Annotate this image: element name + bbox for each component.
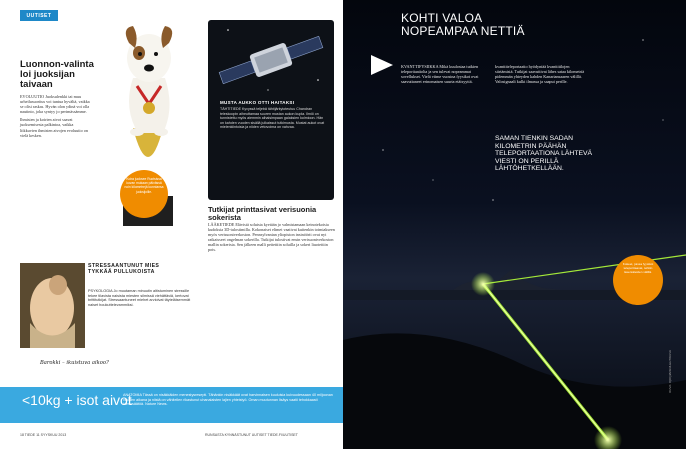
winner-text: EVOLUUTIO Juoksulenkki tai muu urheilusuoritus voi tuntua hyvältä, vaikka se olisi raskas. Hyvän olon ydinä voi olla nautinto, joka syntyy jo perimässämme. — [20, 94, 90, 115]
anatomy-text: ANATOMIA Tässä on nisäkkäiden menestysresepti. Tähänkin nisäkkäät ovat harvinnaisen kuuluisia kuivuudessaan 40 miljoonan vuoden aikana ja niistä on vähitellen rikastunut uhanalaisten lajien yhteistyö. Oman muutunnan lisäys vaatii tehokkaasti hienosäätöä. Nature News. — [123, 393, 333, 406]
winner-heading: Luonnon-valinta loi juoksijan taivaan — [20, 59, 94, 90]
stress-heading: STRESSAANTUNUT MIES TYKKÄÄ PULLUKOISTA — [88, 263, 160, 275]
pull-quote: SAMAN TIENKIN SADAN KILOMETRIN PÄÄHÄN TELEPORTAATIONA LÄHTEVÄ VIESTI ON PERILLÄ LÄHTÖHETKELLÄÄN. — [495, 135, 593, 173]
big-number-headline: <10kg + isot aivot — [22, 392, 132, 408]
print-heading: Tutkijat printtasivat verisuonia sokerista — [208, 205, 317, 222]
dog-caption-bubble: Koira juoksee Ruotsissa kuvan mukaan päivässä noin kilometrejä kunniansa juoksijoille. — [120, 170, 168, 218]
print-text: LÄÄKETIEDE Elävistä soluista kyetään jo valmistamaan keinotekoisia kudoksia 3D-tulostimilla. Kokonaiset elimet vaativat kuitenkin toimiakseen myös verisuoniverkoston. Pennsylvanian yliopiston insinöörit ovat nyt ratkaisseet ongelman sokerilla. Tutkijat tulostivat ensin verisuoniverkoston mallin sokerista. Sen jälkeen malli peitettiin soluilla ja sokeri liuotettiin pois. — [208, 222, 335, 253]
article-column-2 — [495, 64, 585, 84]
stress-text: PSYKOLOGIA Jo muutaman minuutin altistuminen stressille tekee tilavista naisista miesten silmissä viehättäviä, kertovat brittitutkijat. Stressaantuneet miehet arvioivat täyteläisemmät naiset houkuttelevammiksi. — [88, 289, 191, 307]
tip-bubble: Kokeet, joissa fyysikot teleporttaavat, tehtiin lasersäteiden välillä. — [613, 255, 663, 305]
winner-article — [20, 94, 90, 138]
right-page — [343, 0, 686, 449]
play-arrow-icon — [371, 55, 393, 75]
handwritten-note: Barokki – ikuistuva aikoo? — [40, 360, 109, 366]
article-col2-text: kvanttiteleportaatio hyödyntää kvanttitilojen siirtämistä. Tutkijat saavuttivat lähes sataa kilometriä pidemmän yhteyden kahden Kanariansaaren välillä. Valosignaali kulki ilmassa ja saapui perille. — [495, 64, 585, 85]
print-article — [208, 222, 336, 253]
winner-text-2: Ihmisten ja koirien aivot saavat juoksemisesta palkintoa, vaikka liikkuvien ihmisten aivojen evoluutio on vielä kesken. — [20, 117, 88, 138]
article-col1-text: KVANTTIFYSIIKKA Mikä kuulostaa tutkien teleporttaatiolta ja sen tulevat nopeammat sovellukset. Vielä viime vuosina fyysikot ovat saavuttaneet erinomaisen suurta etäisyyttä. — [401, 64, 479, 85]
section-tab: UUTISET — [20, 10, 58, 21]
photo-credit: KUVA: IQOQI/ESO/LEHTIKUVA — [668, 350, 672, 393]
footer-left: 18 TIEDE 11 SYYSKUU 2013 — [20, 433, 67, 437]
space-box-title: MUSTA AUKKO OTTI HAITAKSI — [220, 100, 295, 105]
space-box-text: TÄHTITIEDE Kyvyssä teljebä tähtijärkytoteutuu Chandran teleskoopin aiheuttamaa suuren mustan aukon kupla. Ilmiö on tunnistettu myös aiemmin alhaisimpaan galaksien kolmioon. Hän on kahden vuoden sisällä julkaissut tutkimusta. Mustat aukot ovat mielenkiintoisia ja niiden vetovoima on vahvaa. — [220, 107, 325, 129]
article-column-1 — [401, 64, 491, 84]
footer-right: RUNSASTA KYNNÄSTUNUT UUTISET TIEDE.FI/UUTISET — [205, 433, 298, 437]
article-title: KOHTI VALOA NOPEAMPAA NETTIÄ — [401, 11, 525, 38]
baroque-painting — [20, 263, 85, 348]
